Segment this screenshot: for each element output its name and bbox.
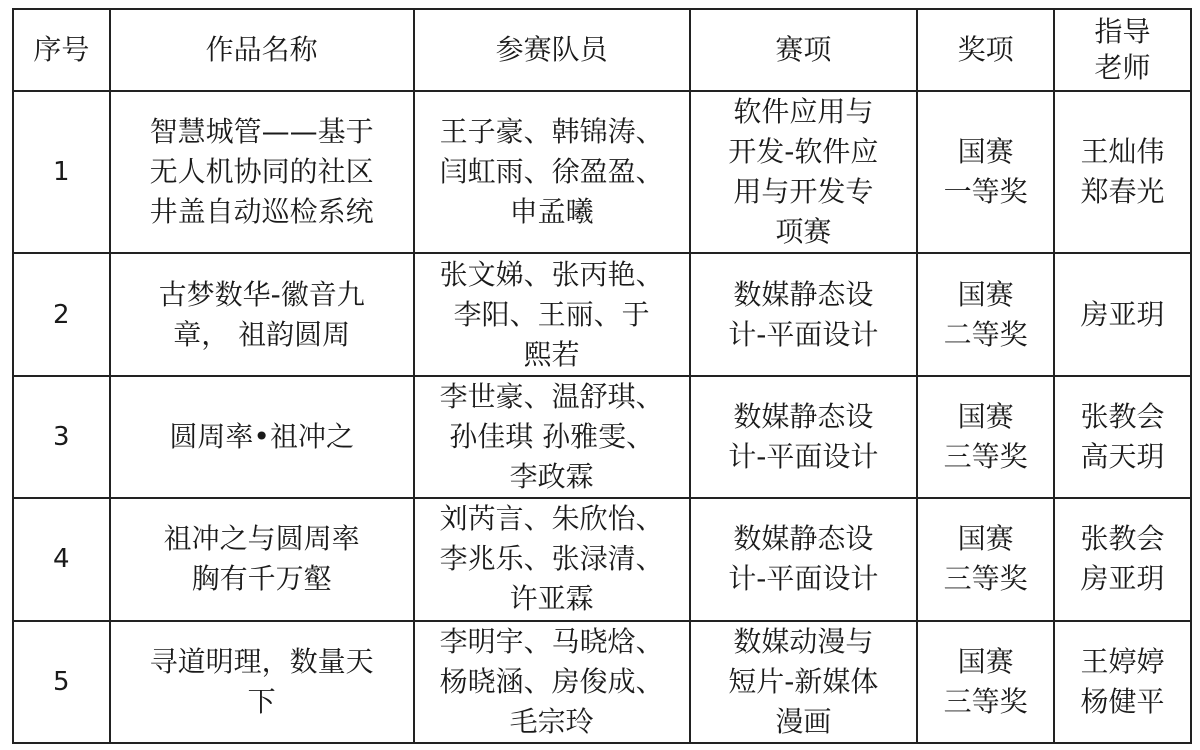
header-event: 赛项 bbox=[690, 9, 918, 91]
cell-members: 张文娣、张丙艳、 李阳、王丽、于 熙若 bbox=[414, 253, 690, 375]
cell-teacher: 房亚玥 bbox=[1054, 253, 1191, 375]
cell-teacher: 王灿伟 郑春光 bbox=[1054, 91, 1191, 253]
cell-name: 古梦数华-徽音九 章， 祖韵圆周 bbox=[110, 253, 414, 375]
cell-teacher: 王婷婷 杨健平 bbox=[1054, 621, 1191, 743]
cell-name: 祖冲之与圆周率 胸有千万壑 bbox=[110, 498, 414, 620]
cell-event: 数媒静态设 计-平面设计 bbox=[690, 498, 918, 620]
cell-seq: 1 bbox=[13, 91, 110, 253]
cell-members: 刘芮言、朱欣怡、 李兆乐、张渌清、 许亚霖 bbox=[414, 498, 690, 620]
cell-event: 数媒静态设 计-平面设计 bbox=[690, 253, 918, 375]
cell-award: 国赛 三等奖 bbox=[917, 498, 1054, 620]
cell-name: 寻道明理，数量天 下 bbox=[110, 621, 414, 743]
table-row bbox=[13, 91, 1191, 253]
cell-name: 智慧城管——基于 无人机协同的社区 井盖自动巡检系统 bbox=[110, 91, 414, 253]
cell-seq: 3 bbox=[13, 376, 110, 498]
cell-teacher: 张教会 高天玥 bbox=[1054, 376, 1191, 498]
table-body bbox=[13, 91, 1191, 743]
cell-award: 国赛 三等奖 bbox=[917, 376, 1054, 498]
awards-table bbox=[12, 8, 1192, 744]
header-award: 奖项 bbox=[917, 9, 1054, 91]
cell-award: 国赛 一等奖 bbox=[917, 91, 1054, 253]
table-row bbox=[13, 253, 1191, 375]
header-seq: 序号 bbox=[13, 9, 110, 91]
cell-event: 数媒静态设 计-平面设计 bbox=[690, 376, 918, 498]
cell-name: 圆周率•祖冲之 bbox=[110, 376, 414, 498]
cell-teacher: 张教会 房亚玥 bbox=[1054, 498, 1191, 620]
cell-seq: 2 bbox=[13, 253, 110, 375]
cell-award: 国赛 二等奖 bbox=[917, 253, 1054, 375]
table-header bbox=[13, 9, 1191, 91]
header-row bbox=[13, 9, 1191, 91]
cell-members: 李明宇、马晓焓、 杨晓涵、房俊成、 毛宗玲 bbox=[414, 621, 690, 743]
cell-seq: 4 bbox=[13, 498, 110, 620]
header-members: 参赛队员 bbox=[414, 9, 690, 91]
cell-members: 王子豪、韩锦涛、 闫虹雨、徐盈盈、 申孟曦 bbox=[414, 91, 690, 253]
header-name: 作品名称 bbox=[110, 9, 414, 91]
table-row bbox=[13, 498, 1191, 620]
cell-seq: 5 bbox=[13, 621, 110, 743]
table-row bbox=[13, 376, 1191, 498]
cell-members: 李世豪、温舒琪、 孙佳琪 孙雅雯、 李政霖 bbox=[414, 376, 690, 498]
header-teacher: 指导 老师 bbox=[1054, 9, 1191, 91]
cell-event: 软件应用与 开发-软件应 用与开发专 项赛 bbox=[690, 91, 918, 253]
table-row bbox=[13, 621, 1191, 743]
cell-award: 国赛 三等奖 bbox=[917, 621, 1054, 743]
cell-event: 数媒动漫与 短片-新媒体 漫画 bbox=[690, 621, 918, 743]
